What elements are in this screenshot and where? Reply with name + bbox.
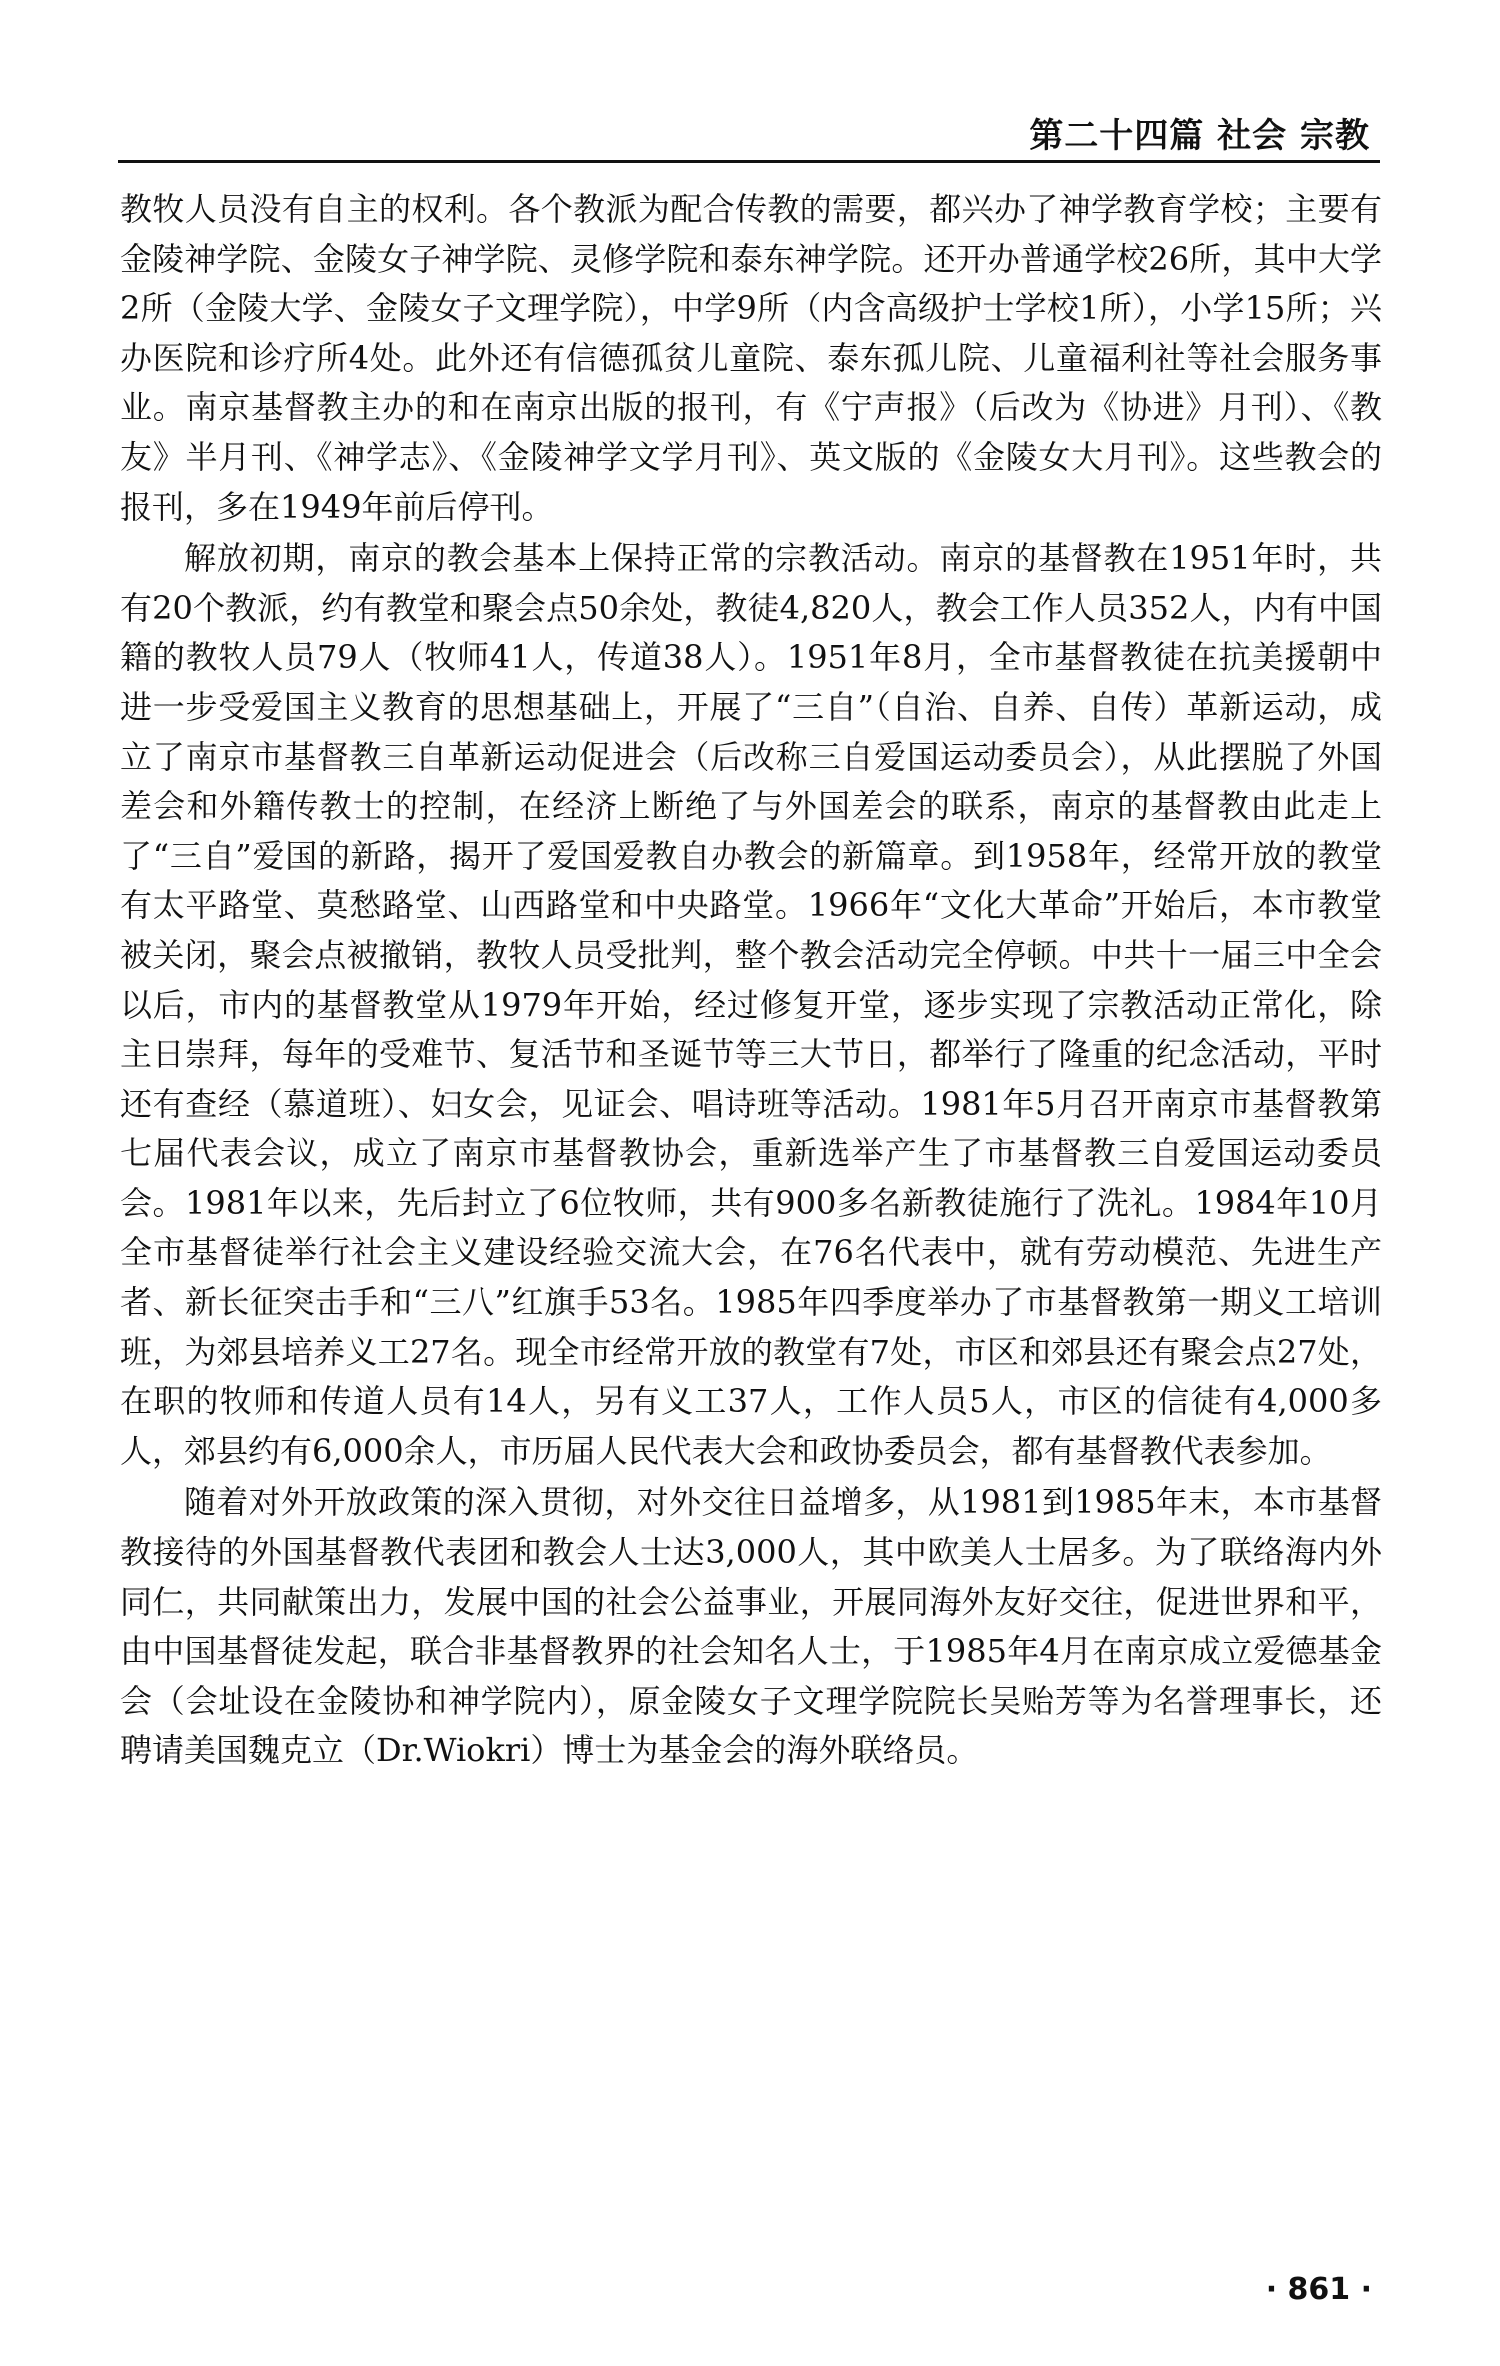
section-header: 第二十四篇 社会 宗教 bbox=[1029, 116, 1370, 156]
paragraph-2: 解放初期，南京的教会基本上保持正常的宗教活动。南京的基督教在1951年时，共有20个教派，约有教堂和聚会点50余处，教徒4,820人，教会工作人员352人，内有中国籍的教牧人员79人（牧师41人，传道38人）。1951年8月，全市基督教徒在抗美援朝中进一步受爱国主义教育的思想基础上，开展了“三自”（自治、自养、自传）革新运动，成立了南京市基督教三自革新运动促进会（后改称三自爱国运动委员会），从此摆脱了外国差会和外籍传教士的控制，在经济上断绝了与外国差会的联系，南京的基督教由此走上了“三自”爱国的新路，揭开了爱国爱教自办教会的新篇章。到1958年，经常开放的教堂有太平路堂、莫愁路堂、山西路堂和中央路堂。1966年“文化大革命”开始后，本市教堂被关闭，聚会点被撤销，教牧人员受批判，整个教会活动完全停顿。中共十一届三中全会以后，市内的基督教堂从1979年开始，经过修复开堂，逐步实现了宗教活动正常化，除主日崇拜，每年的受难节、复活节和圣诞节等三大节日，都举行了隆重的纪念活动，平时还有查经（慕道班）、妇女会，见证会、唱诗班等活动。1981年5月召开南京市基督教第七届代表会议，成立了南京市基督教协会，重新选举产生了市基督教三自爱国运动委员会。1981年以来，先后封立了6位牧师，共有900多名新教徒施行了洗礼。1984年10月全市基督徒举行社会主义建设经验交流大会，在76名代表中，就有劳动模范、先进生产者、新长征突击手和“三八”红旗手53名。1985年四季度举办了市基督教第一期义工培训班，为郊县培养义工27名。现全市经常开放的教堂有7处，市区和郊县还有聚会点27处，在职的牧师和传道人员有14人，另有义工37人，工作人员5人，市区的信徒有4,000多人，郊县约有6,000余人，市历届人民代表大会和政协委员会，都有基督教代表参加。 bbox=[120, 539, 1382, 1470]
page-number: · 861 · bbox=[1265, 2272, 1372, 2307]
paragraph-1: 教牧人员没有自主的权利。各个教派为配合传教的需要，都兴办了神学教育学校；主要有金陵神学院、金陵女子神学院、灵修学院和泰东神学院。还开办普通学校26所，其中大学2所（金陵大学、金陵女子文理学院），中学9所（内含高级护士学校1所），小学15所；兴办医院和诊疗所4处。此外还有信德孤贫儿童院、泰东孤儿院、儿童福利社等社会服务事业。南京基督教主办的和在南京出版的报刊，有《宁声报》（后改为《协进》月刊）、《教友》半月刊、《神学志》、《金陵神学文学月刊》、英文版的《金陵女大月刊》。这些教会的报刊，多在1949年前后停刊。 bbox=[120, 190, 1382, 526]
header-rule bbox=[118, 160, 1380, 163]
page-body bbox=[120, 185, 1382, 1776]
paragraph-3: 随着对外开放政策的深入贯彻，对外交往日益增多，从1981到1985年末，本市基督教接待的外国基督教代表团和教会人士达3,000人，其中欧美人士居多。为了联络海内外同仁，共同献策出力，发展中国的社会公益事业，开展同海外友好交往，促进世界和平，由中国基督徒发起，联合非基督教界的社会知名人士，于1985年4月在南京成立爱德基金会（会址设在金陵协和神学院内），原金陵女子文理学院院长吴贻芳等为名誉理事长，还聘请美国魏克立（Dr.Wiokri）博士为基金会的海外联络员。 bbox=[120, 1483, 1382, 1770]
